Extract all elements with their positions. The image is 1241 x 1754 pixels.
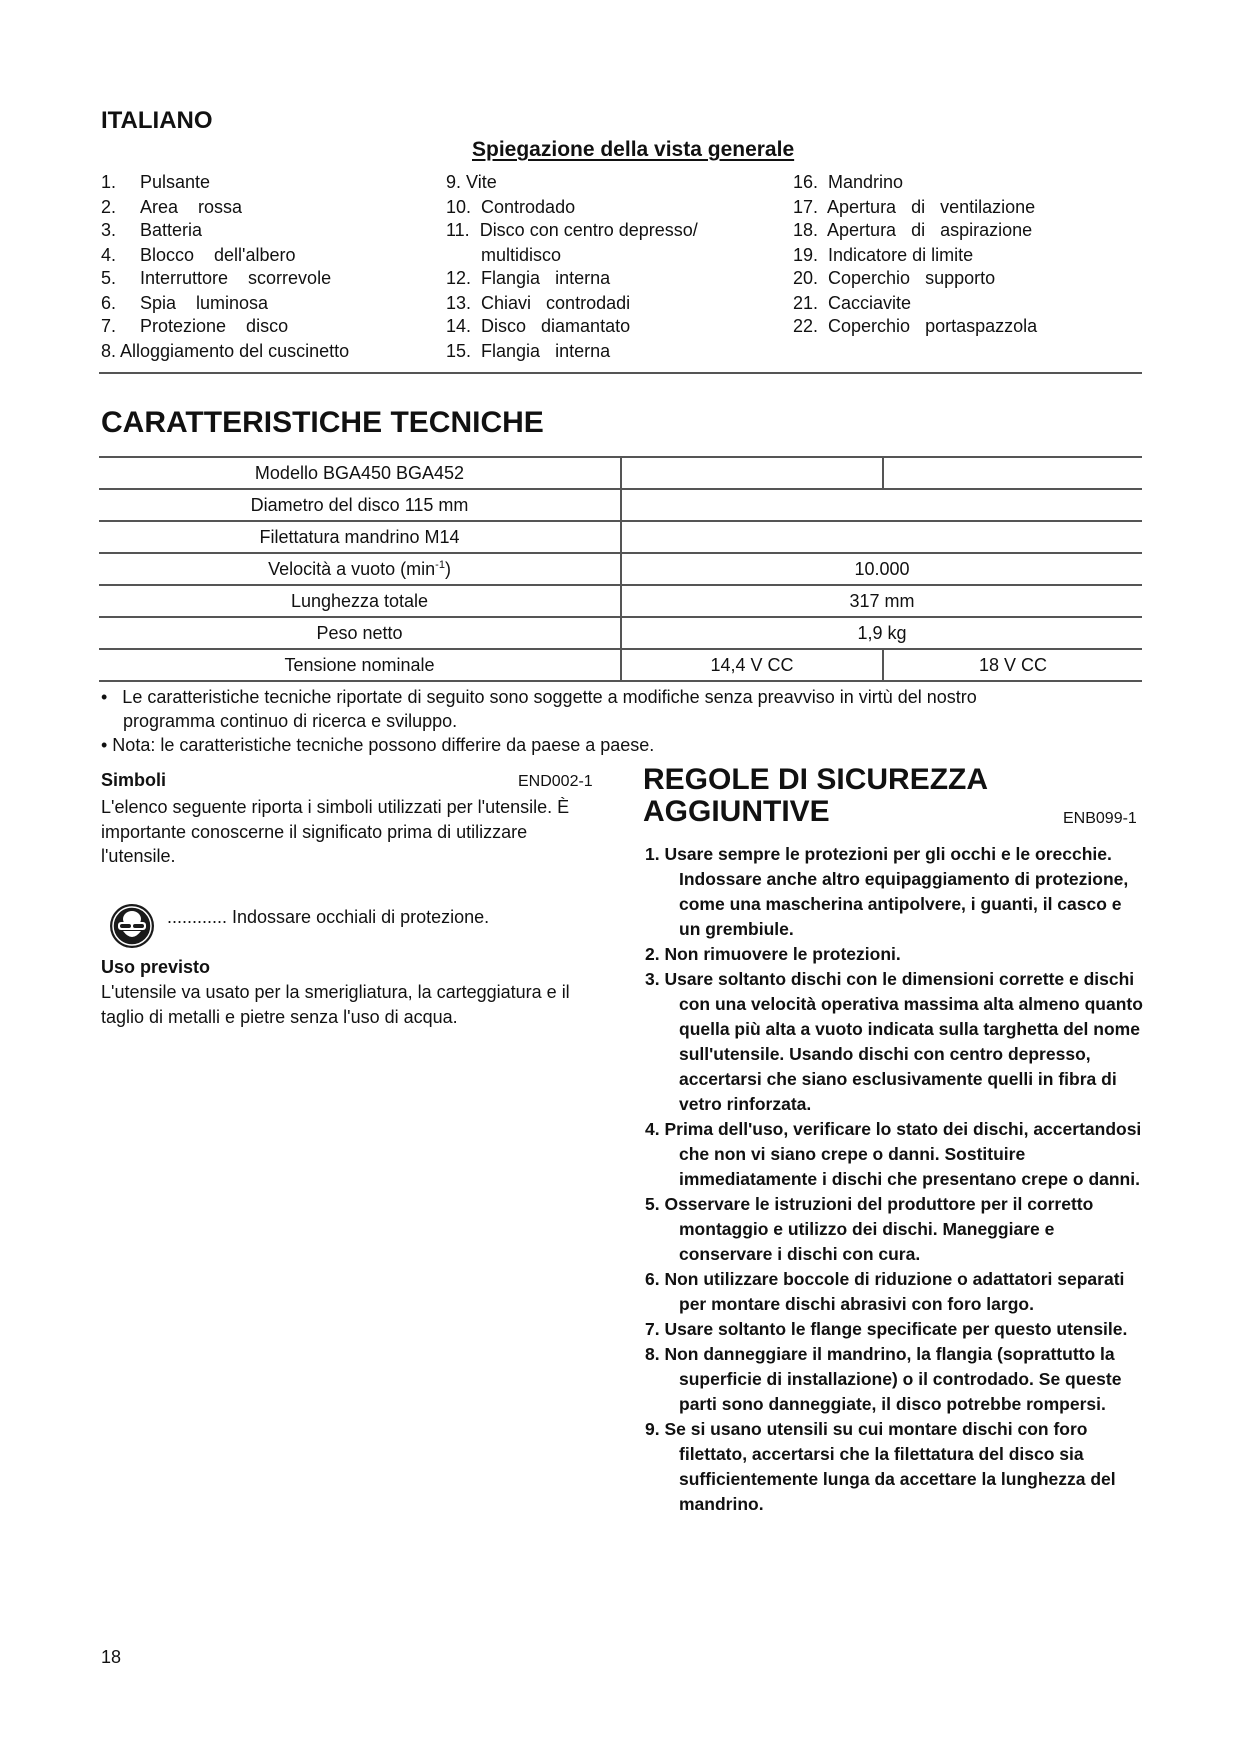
list-item: 5. Osservare le istruzioni del produttore per il corretto montaggio e utilizzo dei dischi. Maneggiare e conservare i dischi con cura. xyxy=(645,1194,1094,1264)
table-row xyxy=(99,457,1142,489)
list-item: 9. Vite xyxy=(446,172,497,192)
safety-heading: REGOLE DI SICUREZZA AGGIUNTIVE xyxy=(643,763,989,828)
safety-goggles-icon xyxy=(109,903,155,949)
language-heading: ITALIANO xyxy=(101,107,213,134)
list-item: 2. Non rimuovere le protezioni. xyxy=(645,944,901,964)
divider xyxy=(99,372,1142,374)
table-row xyxy=(99,585,1142,617)
list-item: 17. Apertura di ventilazione xyxy=(793,197,1036,217)
table-row xyxy=(99,617,1142,649)
spec-note: • Nota: le caratteristiche tecniche possono differire da paese a paese. xyxy=(101,735,655,755)
list-item: 12. Flangia interna xyxy=(446,268,611,288)
list-item: 4. Blocco dell'albero xyxy=(101,245,296,265)
spec-value: 14,4 V CC xyxy=(621,649,883,681)
symbols-title: Simboli xyxy=(101,770,167,790)
spec-value xyxy=(621,489,1142,521)
list-item: 9. Se si usano utensili su cui montare dischi con foro filettato, accertarsi che la filettatura del disco sia sufficientemente lunga da accettare la lunghezza del mandrino. xyxy=(645,1419,1116,1514)
spec-note-cont: programma continuo di ricerca e sviluppo. xyxy=(123,711,458,731)
safety-code: ENB099-1 xyxy=(1063,810,1137,827)
list-item: 18. Apertura di aspirazione xyxy=(793,220,1033,240)
page-number: 18 xyxy=(101,1647,122,1667)
spec-value xyxy=(621,521,1142,553)
spec-value: 1,9 kg xyxy=(857,622,907,643)
list-item: 14. Disco diamantato xyxy=(446,316,631,336)
spec-value xyxy=(883,457,1142,489)
list-item: 20. Coperchio supporto xyxy=(793,268,996,288)
spec-label: Tensione nominale xyxy=(99,649,621,681)
list-item: 1. Pulsante xyxy=(101,172,211,192)
specs-heading: CARATTERISTICHE TECNICHE xyxy=(101,406,544,439)
list-item: 8. Non danneggiare il mandrino, la flangia (soprattutto la superficie di installazione) o il controdado. Se queste parti sono danneggiate, il disco potrebbe rompersi. xyxy=(645,1344,1122,1414)
spec-value xyxy=(621,457,883,489)
list-item: 19. Indicatore di limite xyxy=(793,245,974,265)
spec-label: Diametro del disco 115 mm xyxy=(99,489,621,521)
list-item: 4. Prima dell'uso, verificare lo stato dei dischi, accertandosi che non vi siano crepe o danni. Sostituire immediatamente i dischi che presentano crepe o danni. xyxy=(645,1119,1142,1189)
spec-value: 18 V CC xyxy=(978,654,1048,675)
spec-label: Lunghezza totale xyxy=(99,585,621,617)
intended-use-text: L'utensile va usato per la smerigliatura, la carteggiatura e il taglio di metalli e pietre senza l'uso di acqua. xyxy=(101,982,570,1027)
table-row xyxy=(99,521,1142,553)
table-row xyxy=(99,489,1142,521)
spec-label: Modello BGA450 BGA452 xyxy=(99,457,621,489)
table-row xyxy=(99,649,1142,681)
list-item: 6. Spia luminosa xyxy=(101,293,269,313)
list-item: 2. Area rossa xyxy=(101,197,243,217)
list-item: 7. Usare soltanto le flange specificate per questo utensile. xyxy=(645,1319,1128,1339)
spec-label: Filettatura mandrino M14 xyxy=(99,521,621,553)
symbols-code: END002-1 xyxy=(518,773,593,790)
list-item: 6. Non utilizzare boccole di riduzione o adattatori separati per montare dischi abrasivi con foro largo. xyxy=(645,1269,1125,1314)
list-item: 10. Controdado xyxy=(446,197,576,217)
table-row xyxy=(99,553,1142,585)
symbols-text: L'elenco seguente riporta i simboli utilizzati per l'utensile. È importante conoscerne il significato prima di utilizzare l'utensile. xyxy=(101,797,570,866)
list-item: 11. Disco con centro depresso/ xyxy=(446,220,698,240)
safety-rules-list xyxy=(645,842,1145,1517)
list-item: multidisco xyxy=(446,245,562,265)
spec-label: Velocità a vuoto $(\min^{-1})$ xyxy=(99,553,621,585)
list-item: 8. Alloggiamento del cuscinetto xyxy=(101,341,350,361)
list-item: 16. Mandrino xyxy=(793,172,904,192)
spec-value: 10.000 xyxy=(854,558,910,579)
spec-note: • Le caratteristiche tecniche riportate di seguito sono soggette a modifiche senza preavviso in virtù del nostro xyxy=(101,687,977,707)
overview-title: Spiegazione della vista generale xyxy=(472,138,795,161)
spec-label: Peso netto xyxy=(99,617,621,649)
symbol-item: ............ Indossare occhiali di protezione. xyxy=(167,907,490,927)
spec-value: 317 mm xyxy=(849,590,915,611)
list-item: 15. Flangia interna xyxy=(446,341,611,361)
list-item: 21. Cacciavite xyxy=(793,293,912,313)
list-item: 3. Batteria xyxy=(101,220,203,240)
list-item: 1. Usare sempre le protezioni per gli occhi e le orecchie. Indossare anche altro equipaggiamento di protezione, come una mascherina antipolvere, i guanti, il casco e un grembiule. xyxy=(645,844,1129,939)
list-item: 7. Protezione disco xyxy=(101,316,289,336)
intended-use-title: Uso previsto xyxy=(101,957,211,977)
specs-table xyxy=(99,456,1142,682)
list-item: 22. Coperchio portaspazzola xyxy=(793,316,1038,336)
list-item: 3. Usare soltanto dischi con le dimensioni corrette e dischi con una velocità operativa massima alta almeno quanto quella più alta a vuoto indicata sulla targhetta del nome sull'utensile. Usando dischi con centro depresso, accertarsi che siano esclusivamente quelli in fibra di vetro rinforzata. xyxy=(645,969,1143,1114)
list-item: 13. Chiavi controdadi xyxy=(446,293,631,313)
list-item: 5. Interruttore scorrevole xyxy=(101,268,332,288)
